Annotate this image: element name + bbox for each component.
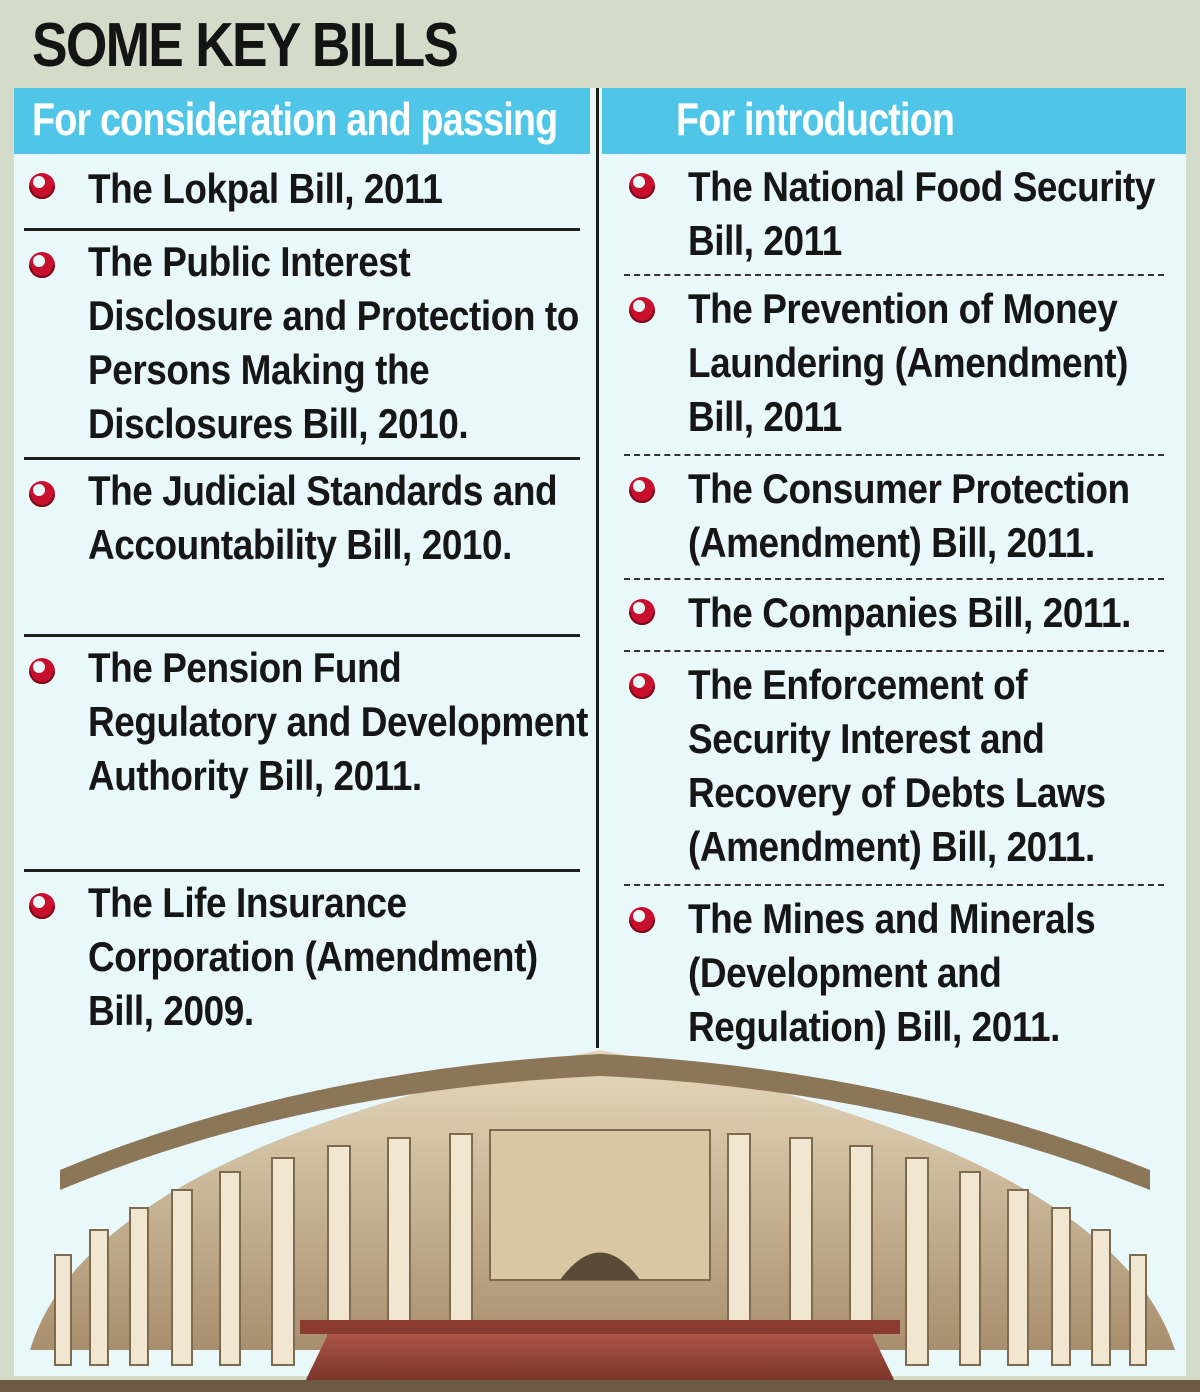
red-swirl-bullet-icon	[24, 653, 60, 689]
parliament-building-illustration	[0, 1030, 1200, 1392]
red-swirl-bullet-icon	[24, 247, 60, 283]
red-swirl-bullet-icon	[24, 888, 60, 924]
list-item: The Judicial Standards and Accountability Bill, 2010.	[24, 460, 580, 637]
column-divider	[596, 88, 599, 1048]
red-swirl-bullet-icon	[624, 594, 660, 630]
list-item: The Lokpal Bill, 2011	[24, 154, 580, 231]
right-column-heading: For introduction	[676, 93, 955, 145]
red-swirl-bullet-icon	[624, 902, 660, 938]
red-swirl-bullet-icon	[624, 168, 660, 204]
list-item: The Mines and Minerals (Development and Regulation) Bill, 2011.	[624, 886, 1164, 1056]
right-column-header	[602, 88, 1186, 154]
red-swirl-bullet-icon	[24, 168, 60, 204]
left-column-heading: For consideration and passing	[32, 93, 558, 145]
right-bill-list	[624, 154, 1164, 1056]
list-item: The National Food Security Bill, 2011	[624, 154, 1164, 276]
left-column-header	[14, 88, 590, 154]
list-item: The Prevention of Money Laundering (Amendment) Bill, 2011	[624, 276, 1164, 456]
red-swirl-bullet-icon	[624, 668, 660, 704]
red-swirl-bullet-icon	[624, 472, 660, 508]
list-item: The Pension Fund Regulatory and Development Authority Bill, 2011.	[24, 637, 580, 872]
list-item: The Companies Bill, 2011.	[624, 580, 1164, 652]
list-item: The Life Insurance Corporation (Amendment) Bill, 2009.	[24, 872, 580, 1102]
red-swirl-bullet-icon	[624, 292, 660, 328]
list-item: The Public Interest Disclosure and Protection to Persons Making the Disclosures Bill, 2010.	[24, 231, 580, 460]
list-item: The Consumer Protection (Amendment) Bill, 2011.	[624, 456, 1164, 580]
list-item: The Enforcement of Security Interest and Recovery of Debts Laws (Amendment) Bill, 2011.	[624, 652, 1164, 886]
page-title: SOME KEY BILLS	[32, 11, 458, 80]
left-bill-list	[24, 154, 588, 1102]
red-swirl-bullet-icon	[24, 476, 60, 512]
